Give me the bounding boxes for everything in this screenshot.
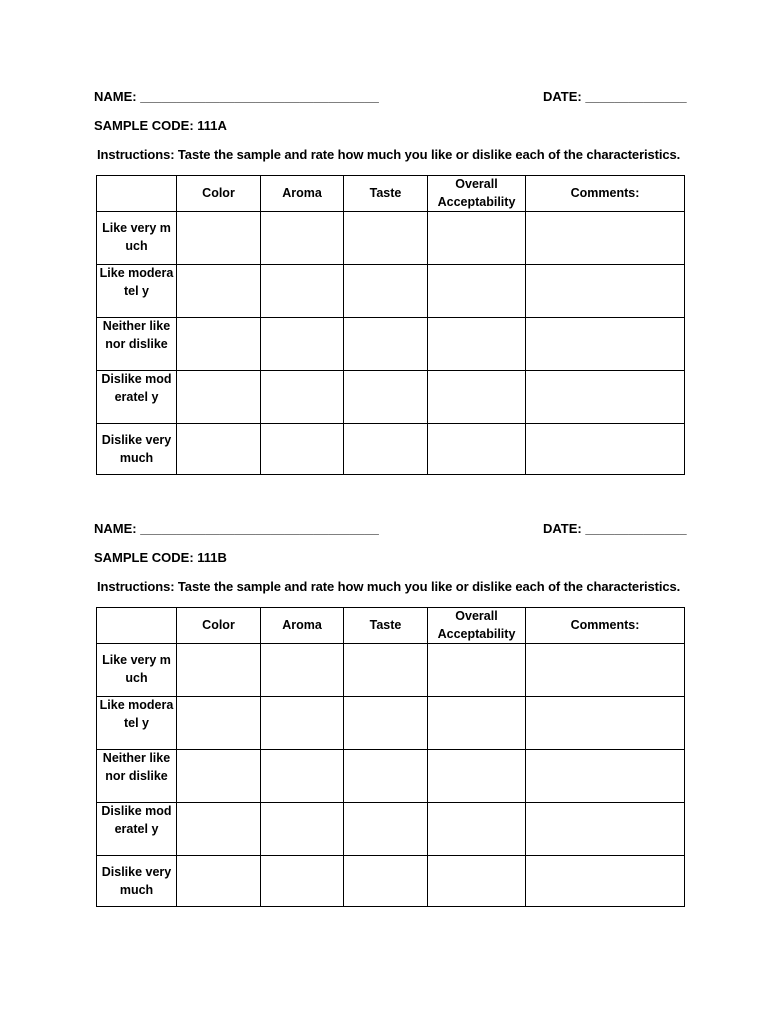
rating-cell[interactable] <box>261 856 344 907</box>
table-row <box>97 856 685 907</box>
comment-cell[interactable] <box>526 212 685 265</box>
column-header-taste: Taste <box>344 176 428 212</box>
rating-cell[interactable] <box>428 644 526 697</box>
rating-cell[interactable] <box>428 697 526 750</box>
rating-cell[interactable] <box>177 265 261 318</box>
column-header-aroma: Aroma <box>261 608 344 644</box>
table-row <box>97 212 685 265</box>
table-row <box>97 265 685 318</box>
rating-cell[interactable] <box>261 371 344 424</box>
corner-cell <box>97 176 177 212</box>
corner-cell <box>97 608 177 644</box>
rating-cell[interactable] <box>344 371 428 424</box>
rating-cell[interactable] <box>261 644 344 697</box>
rating-cell[interactable] <box>261 318 344 371</box>
row-label: Like very much <box>97 644 177 697</box>
rating-cell[interactable] <box>344 803 428 856</box>
row-label: Neither like nor dislike <box>97 750 177 803</box>
date-field-label: DATE: ______________ <box>543 89 687 104</box>
table-row <box>97 697 685 750</box>
row-label: Like very much <box>97 212 177 265</box>
rating-cell[interactable] <box>428 856 526 907</box>
table-row <box>97 644 685 697</box>
comment-cell[interactable] <box>526 371 685 424</box>
column-header-overall-acceptability: Overall Acceptability <box>428 608 526 644</box>
rating-cell[interactable] <box>177 644 261 697</box>
rating-cell[interactable] <box>261 750 344 803</box>
rating-cell[interactable] <box>344 697 428 750</box>
row-label: Like moderatel y <box>97 697 177 750</box>
rating-cell[interactable] <box>428 318 526 371</box>
rating-cell[interactable] <box>344 265 428 318</box>
rating-cell[interactable] <box>177 212 261 265</box>
rating-cell[interactable] <box>428 212 526 265</box>
rating-cell[interactable] <box>261 265 344 318</box>
rating-cell[interactable] <box>177 697 261 750</box>
rating-cell[interactable] <box>177 318 261 371</box>
instructions: Instructions: Taste the sample and rate how much you like or dislike each of the characteristics. <box>97 147 681 162</box>
row-label: Like moderatel y <box>97 265 177 318</box>
column-header-comments: Comments: <box>526 176 685 212</box>
row-label: Dislike moderatel y <box>97 371 177 424</box>
table-header-row <box>97 608 685 644</box>
rating-cell[interactable] <box>344 644 428 697</box>
rating-cell[interactable] <box>344 212 428 265</box>
rating-cell[interactable] <box>428 803 526 856</box>
comment-cell[interactable] <box>526 803 685 856</box>
row-label: Neither like nor dislike <box>97 318 177 371</box>
rating-cell[interactable] <box>177 371 261 424</box>
date-field-label: DATE: ______________ <box>543 521 687 536</box>
row-label: Dislike very much <box>97 856 177 907</box>
rating-cell[interactable] <box>344 318 428 371</box>
rating-cell[interactable] <box>428 750 526 803</box>
rating-cell[interactable] <box>344 856 428 907</box>
column-header-aroma: Aroma <box>261 176 344 212</box>
table-row <box>97 750 685 803</box>
column-header-overall-acceptability: Overall Acceptability <box>428 176 526 212</box>
rating-cell[interactable] <box>261 212 344 265</box>
rating-cell[interactable] <box>177 856 261 907</box>
table-row <box>97 318 685 371</box>
rating-cell[interactable] <box>261 697 344 750</box>
table-header-row <box>97 176 685 212</box>
column-header-color: Color <box>177 608 261 644</box>
rating-cell[interactable] <box>428 371 526 424</box>
table-row <box>97 803 685 856</box>
comment-cell[interactable] <box>526 697 685 750</box>
column-header-comments: Comments: <box>526 608 685 644</box>
comment-cell[interactable] <box>526 750 685 803</box>
column-header-taste: Taste <box>344 608 428 644</box>
name-field-label: NAME: _________________________________ <box>94 521 379 536</box>
rating-cell[interactable] <box>177 803 261 856</box>
comment-cell[interactable] <box>526 856 685 907</box>
sample-code: SAMPLE CODE: 111B <box>94 550 227 565</box>
rating-form-1 <box>0 0 768 465</box>
rating-cell[interactable] <box>261 803 344 856</box>
rating-table <box>96 607 685 907</box>
sample-code: SAMPLE CODE: 111A <box>94 118 227 133</box>
comment-cell[interactable] <box>526 644 685 697</box>
name-field-label: NAME: _________________________________ <box>94 89 379 104</box>
rating-cell[interactable] <box>344 750 428 803</box>
row-label: Dislike moderatel y <box>97 803 177 856</box>
column-header-color: Color <box>177 176 261 212</box>
rating-table <box>96 175 685 475</box>
rating-cell[interactable] <box>428 265 526 318</box>
table-row <box>97 371 685 424</box>
rating-form-2 <box>0 432 768 897</box>
row-label: Dislike very much <box>97 424 177 475</box>
comment-cell[interactable] <box>526 265 685 318</box>
rating-cell[interactable] <box>177 750 261 803</box>
comment-cell[interactable] <box>526 318 685 371</box>
instructions: Instructions: Taste the sample and rate how much you like or dislike each of the characteristics. <box>97 579 681 594</box>
